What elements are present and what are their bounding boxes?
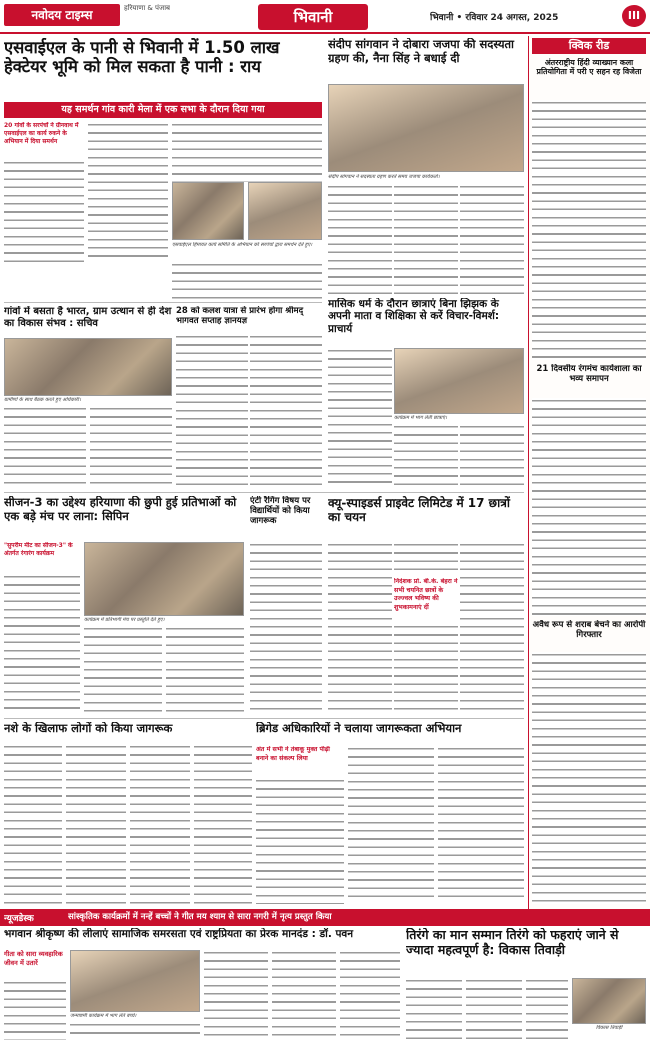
main-kicker: 20 गांवों के सरपंचों ने ग्रीनवाथ में एसवाईएल का कार्य रुकने के अभियान में दिया समर्थन	[4, 122, 79, 145]
main-body-col3	[172, 122, 322, 182]
story10-body-col2	[348, 746, 434, 904]
divider	[4, 718, 524, 719]
sidebar-item2-headline: 21 दिवसीय रंगमंच कार्यशाला का भव्य समापन	[536, 364, 642, 385]
story4-body-col1	[176, 334, 248, 488]
bottom-headline: भगवान श्रीकृष्ण की लीलाएं सामाजिक समरसता एवं राष्ट्रप्रियता का प्रेरक मानदंड : डॉ. पवन	[4, 928, 354, 940]
bottom-right-headline: तिरंगे का मान सम्मान तिरंगे को फहराएं जाने से ज्यादा महत्वपूर्ण है: विकास तिवाड़ी	[406, 928, 619, 957]
story9-headline: नशे के खिलाफ लोगों को किया जागरूक	[4, 722, 173, 735]
story8-kicker: निदेशक प्रो. बी.के. बेहरा ने सभी चयनित छात्रों के उज्ज्वल भविष्य की शुभकामनाएं दीं	[394, 578, 458, 611]
bottom-body-col4	[272, 950, 336, 1040]
dateline: भिवानी • रविवार 24 अगस्त, 2025	[430, 13, 559, 23]
story3-body-col1	[4, 406, 86, 488]
sidebar-item3-headline: अवैध रूप से शराब बेचने का आरोपी गिरफ्तार	[532, 620, 646, 641]
bottom-body-col1	[4, 980, 66, 1040]
main-caption: एसवाईएल हिमायत कार्य समिति के अभियान को सरपंचों द्वारा समर्थन देते हुए।	[172, 242, 313, 248]
story8-headline: क्यू-स्पाइडर्स प्राइवेट लिमिटेड में 17 छात्रों का चयन	[328, 496, 510, 525]
story2-headline: संदीप सांगवान ने दोबारा जजपा की सदस्यता ग्रहण की, नैना सिंह ने बधाई दी	[328, 38, 515, 65]
main-body-col4	[172, 262, 322, 302]
bottom-right-photo	[572, 978, 646, 1024]
sidebar-title: क्विक रीड	[532, 38, 646, 54]
bottom-right-body-col2	[466, 978, 522, 1040]
story8-body-col2b	[394, 624, 458, 714]
main-body-col1	[4, 160, 84, 262]
divider	[4, 492, 524, 493]
story3-body-col2	[90, 406, 172, 488]
bottom-body-col2	[70, 1022, 200, 1040]
edition-line: हरियाणा & पंजाब	[124, 4, 171, 12]
story9-body-col1	[4, 744, 62, 904]
story6-caption: कार्यक्रम में प्रतिभागी मंच पर प्रस्तुति देते हुए।	[84, 617, 165, 623]
story8-body-col3	[460, 542, 524, 714]
story2-photo	[328, 84, 524, 172]
story3-headline: गांवों में बसता है भारत, ग्राम उत्थान से ही देश का विकास संभव : सचिव	[4, 306, 172, 329]
story6-kicker: "सुपरीम मीट का सीजन-3" के अंतर्गत रंगारंग कार्यक्रम	[4, 542, 73, 557]
story5-headline: मासिक धर्म के दौरान छात्राएं बिना झिझक के अपनी माता व शिक्षिका से करें विचार-विमर्श: प्राचार्य	[328, 298, 500, 335]
story10-kicker: अंत में सभी ने तंबाकू मुक्त पीढ़ी बनाने का संकल्प लिया	[256, 746, 330, 762]
bottom-body-col5	[340, 950, 400, 1040]
story10-body-col3	[438, 746, 524, 904]
story4-headline: 28 को कलश यात्रा से प्रारंभ होगा श्रीमद् भागवत सप्ताह ज्ञानयज्ञ	[176, 306, 304, 327]
main-body-col2	[88, 122, 168, 262]
story9-body-col3	[130, 744, 190, 904]
main-subhead: यह समर्थन गांव कारी मेला में एक सभा के दौरान दिया गया	[4, 102, 322, 118]
page-number: III	[622, 5, 646, 27]
story6-photo	[84, 542, 244, 616]
bottom-body-col3	[204, 950, 268, 1040]
section-title: भिवानी	[258, 4, 368, 30]
divider	[4, 302, 322, 303]
sidebar-item1-headline: अंतरराष्ट्रीय हिंदी व्याख्यान कला प्रतियोगिता में परी ए सहन रह विजेता	[536, 58, 642, 77]
story5-body-col3	[460, 424, 524, 488]
story2-caption: संदीप सांगवान ने सदस्यता ग्रहण करते समय जजपा कार्यकर्ता।	[328, 174, 440, 180]
story5-body-col1	[328, 348, 392, 488]
story10-headline: ब्रिगेड अधिकारियों ने चलाया जागरूकता अभियान	[256, 722, 462, 735]
story8-body-col2a	[394, 542, 458, 576]
story5-photo	[394, 348, 524, 414]
story9-body-col2	[66, 744, 126, 904]
sidebar-item3-body	[532, 652, 646, 904]
story6-body-col1	[4, 574, 80, 714]
story2-body-col2	[394, 184, 458, 294]
bottom-right-caption: विकास तिवाड़ी	[595, 1025, 623, 1031]
newspaper-logo: नवोदय टाइम्स	[4, 4, 120, 26]
bottom-kicker: गीता को सारा व्यवहारिक जीवन में उतारें	[4, 950, 63, 967]
story3-caption: ग्रामीणों के साथ बैठक करते हुए अधिकारी।	[4, 397, 81, 403]
story10-body-col1	[256, 778, 344, 904]
story6-body-col3	[166, 626, 244, 714]
bottom-banner-text: सांस्कृतिक कार्यक्रमों में नन्हें बच्चों ने गीत मय श्याम से सारा नगरी में नृत्य प्रस्तुत किया	[68, 912, 332, 922]
sidebar-item1-body	[532, 100, 646, 360]
story9-body-col4	[194, 744, 252, 904]
story3-photo	[4, 338, 172, 396]
bottom-photo	[70, 950, 200, 1012]
story7-body	[250, 542, 322, 714]
story2-body-col3	[460, 184, 524, 294]
bottom-right-body-col3	[526, 978, 568, 1040]
story8-body-col1	[328, 542, 392, 714]
main-headline: एसवाईएल के पानी से भिवानी में 1.50 लाख हेक्टेयर भूमि को मिल सकता है पानी : राय	[4, 38, 280, 77]
bottom-right-body-col1	[406, 978, 462, 1040]
story7-headline: एंटी रैगिंग विषय पर विद्यार्थियों को किया जागरूक	[250, 496, 311, 527]
story6-headline: सीजन-3 का उद्देश्य हरियाणा की छुपी हुई प्रतिभाओं को एक बड़े मंच पर लाना: सिपिन	[4, 496, 237, 523]
story5-body-col2	[394, 424, 458, 488]
main-photo-map	[172, 182, 244, 240]
story5-caption: कार्यक्रम में भाग लेती छात्राएं।	[394, 415, 447, 421]
bottom-banner-label: न्यूजडेस्क	[4, 914, 34, 924]
bottom-caption: जन्माष्टमी कार्यक्रम में भाग लेते बच्चे।	[70, 1013, 137, 1019]
story2-body-col1	[328, 184, 392, 294]
story6-body-col2	[84, 626, 162, 714]
story4-body-col2	[250, 334, 322, 488]
main-photo	[248, 182, 322, 240]
sidebar-item2-body	[532, 398, 646, 616]
